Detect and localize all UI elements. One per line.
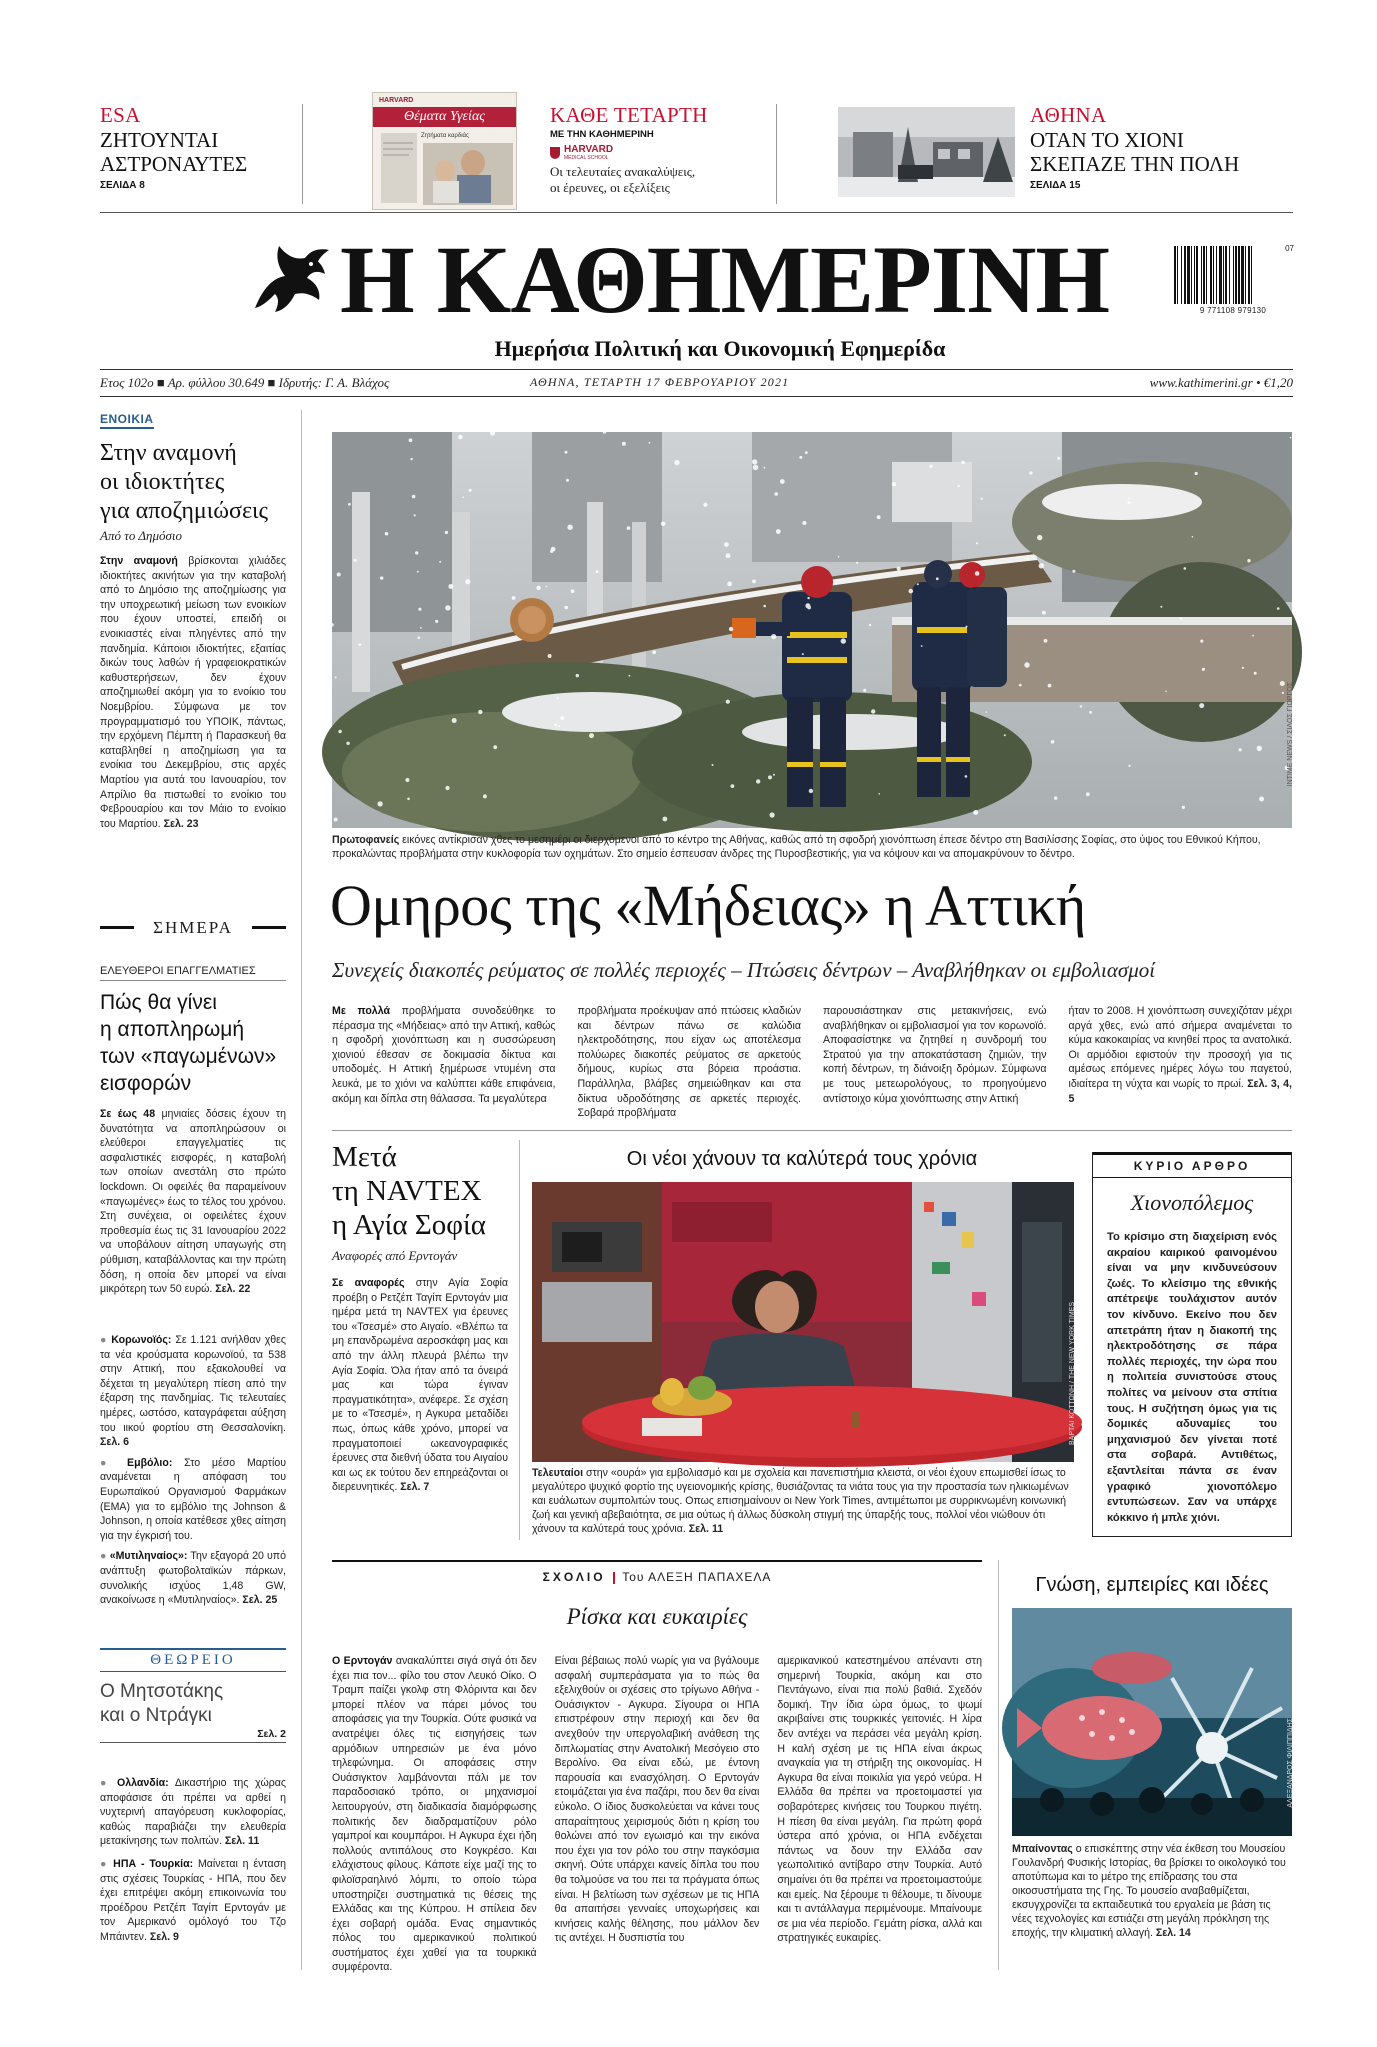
opinion-ref: Σελ. 2 xyxy=(100,1728,286,1743)
barcode-number: 9 771108 979130 xyxy=(1199,306,1267,315)
masthead-subtitle: Ημερήσια Πολιτική και Οικονομική Εφημερίδα xyxy=(494,336,946,361)
magazine-cover-illustration xyxy=(373,93,518,211)
shield-icon xyxy=(550,147,560,159)
opinion-box[interactable] xyxy=(100,1648,286,1743)
divider xyxy=(301,410,302,1970)
body-column: προβλήματα προέκυψαν από πτώσεις κλαδιών και δέντρων πάνω σε καλώδια ηλεκτροδότησης, που είχαν ως αποτέλεσμα πολύωρες διακοπές ρεύματος σε αρκετούς δήμους, κυρίως στα βόρεια προάστια. Παράλληλα, βλάβες σημειώθηκαν και στα δίκτυα υδροδότησης σε αρκετές περιοχές. Σοβαρά προβλήματα xyxy=(577,1005,801,1120)
body-column: ήταν το 2008. Η χιονόπτωση συνεχιζόταν μέχρι αργά χθες, ενώ από σήμερα αναμένεται το κύμα κακοκαιρίας να κινηθεί προς τα ανατολικά. Οι αρμόδιοι εφιστούν την προσοχή για τις αμέσως επόμενες ημέρες λόγω του παγετού, ιδιαίτερα τη νύχτα και νωρίς το πρωί. Σελ. 3, 4, 5 xyxy=(1068,1005,1292,1105)
section-tag: ΕΝΟΙΚΙΑ xyxy=(100,412,154,429)
body-column: παρουσιάστηκαν στις μετακινήσεις, ενώ αναβλήθηκαν οι εμβολιασμοί για τον κορωνοϊό. Αποφασίστηκε να ζητηθεί η συνδρομή του Στρατού για την αποκατάσταση ζημιών, την κοπή δέντρων, τη διάνοιξη δρόμων. Σύμφωνα με τους μετεωρολόγους, το προηγούμενο αντίστοιχο κύμα χιονόπτωσης στην Αττική xyxy=(823,1005,1047,1105)
comment-headline[interactable]: Ρίσκα και ευκαιρίες xyxy=(566,1604,748,1629)
teaser-title: ΖΗΤΟΥΝΤΑΙ ΑΣΤΡΟΝΑΥΤΕΣ xyxy=(100,128,248,176)
teaser-kicker: ΚΑΘΕ ΤΕΤΑΡΤΗ xyxy=(550,103,708,127)
barcode xyxy=(1172,244,1294,318)
barcode-issue: 07 xyxy=(1285,244,1294,253)
young-woman-in-kitchen-illustration xyxy=(532,1182,1074,1462)
dateline-left: Ετος 102ο ■ Αρ. φύλλου 30.649 ■ Ιδρυτής: Γ. Α. Βλάχος xyxy=(100,375,390,390)
teaser-kicker: ΑΘΗΝΑ xyxy=(1030,103,1107,127)
freelance-body: Σε έως 48 μηνιαίες δόσεις έχουν τη δυνατότητα να αποπληρώσουν οι ελεύθεροι επαγγελματίες τις ασφαλιστικές εισφορές, η καταβολή των οποίων ανεστάλη στο πρώτο lockdown. Οι οφειλές θα παραμείνουν «παγωμένες» έως το τέλος του χρόνου. Στη συνέχεια, οι οφειλέτες έχουν προθεσμία έως τις 31 Ιανουαρίου 2022 να υποβάλουν αίτηση υπαγωγής στη ρύθμιση, καταβάλλοντας και την πρώτη δόση, η οποία δεν μπορεί να είναι μικρότερη των 50 ευρώ. Σελ. 22 xyxy=(100,1108,287,1296)
body-column: Είναι βέβαιως πολύ νωρίς για να βγάλουμε ασφαλή συμπεράσματα για το πώς θα εξελιχθούν οι σχέσεις στο τρίγωνο Αθήνα - Ουάσιγκτον - Αγκυρα. Σίγουρα οι ΗΠΑ επιστρέφουν στην περιοχή και δεν θα ανεχθούν την υπεργολαβική ανάθεση της διπλωματίας στην Ανατολική Μεσόγειο στο Βερολίνο. Θα είναι εδώ, με έντονη παρουσία και ενασχόληση. Ο Ερντογάν ετοιμάζεται για ένα παζάρι, που δεν θα είναι εύκολο. Ο ίδιος δυσκολεύεται να κάνει τους απαραίτητους χειρισμούς διότι η κρίση του θολώνει από τον εγωισμό και την εικόνα που έχει για τον ρόλο του στην παγκόσμια σκηνή. Ούτε υπάρχει κανείς δίπλα του που θα τολμούσε να του πει τα πράγματα όπως είναι. Η βελτίωση των σχέσεων με τις ΗΠΑ θα απαιτήσει γενναίες υποχωρήσεις και κινήσεις καλής θέλησης, που μάλλον δεν τις αντέχει. Η δυσπιστία του xyxy=(554,1655,760,1945)
museum-photo[interactable] xyxy=(1012,1608,1292,1836)
section-tag: ΚΥΡΙΟ ΑΡΘΡΟ xyxy=(1093,1152,1291,1178)
top-teaser-athens[interactable] xyxy=(1030,103,1260,191)
teaser-text: Οι τελευταίες ανακαλύψεις, οι έρευνες, οι εξελίξεις xyxy=(550,164,696,195)
dateline-right[interactable]: www.kathimerini.gr • €1,20 xyxy=(1149,375,1293,390)
section-tag: ΘΕΩΡΕΙΟ xyxy=(100,1648,286,1672)
photo-credit: ΒΑΡΤΑΙ ΚΟΤΤΩΝΗ / THE NEW YORK TIMES xyxy=(1069,1302,1076,1445)
top-teaser-esa[interactable] xyxy=(100,103,290,191)
freelance-headline[interactable]: Πώς θα γίνει η αποπληρωμή των «παγωμένων» εισφορών xyxy=(100,991,277,1095)
editorial-headline: Χιονοπόλεμος xyxy=(1130,1190,1254,1215)
photo-credit: ΙΝΤΙΜΕ ΝΕWS / ΣΙΛΟΣ ΓΙΩΡΓΟΣ xyxy=(1287,682,1294,787)
youth-photo[interactable] xyxy=(532,1182,1074,1462)
brief-item[interactable]: ● ΗΠΑ - Τουρκία: Μαίνεται η ένταση στις σχέσεις Τουρκίας - ΗΠΑ, που δεν έχει επιτρέψει ακόμη επικοινωνία του προέδρου Ρετζέπ Ταγίπ Ερντογάν με τον Αμερικανό ομόλογό του Τζο Μπάιντεν. Σελ. 9 xyxy=(100,1857,287,1943)
magazine-cover-thumbnail[interactable] xyxy=(372,92,517,210)
youth-headline[interactable]: Οι νέοι χάνουν τα καλύτερά τους χρόνια xyxy=(626,1148,978,1170)
comment-body xyxy=(332,1654,982,1975)
divider xyxy=(519,1140,520,1540)
main-headline[interactable]: Ομηρος της «Μήδειας» η Αττική xyxy=(330,873,1086,938)
news-briefs xyxy=(100,1333,286,1608)
main-photo-caption: Πρωτοφανείς εικόνες αντίκρισαν χθες το μεσημέρι οι διερχόμενοι από το κέντρο της Αθήνας, καθώς από τη σφοδρή χιονόπτωση έπεσε δέντρο στη Βασιλίσσης Σοφίας, στο ύψος του Εθνικού Κήπου, προκαλώντας προβλήματα στην κυκλοφορία των οχημάτων. Στο σημείο έσπευσαν άνδρες της Πυροσβεστικής, για να κόψουν και να απομακρύνουν το δέντρο. xyxy=(332,834,1261,860)
body-column: Με πολλά προβλήματα συνοδεύθηκε το πέρασμα της «Μήδειας» από την Αττική, καθώς η σφοδρή χιονόπτωση και η συσσώρευση χιονιού έθεσαν σε δοκιμασία δίκτυα και υποδομές. Η Αττική ξημέρωσε ντυμένη στα λευκά, με το χιόνι να καλύπτει κάθε επιφάνεια, ακόμη και δίπλα στη θάλασσα. Τα μεγαλύτερα xyxy=(332,1005,556,1105)
body-column: αμερικανικού κατεστημένου απέναντι στη σημερινή Τουρκία, ακόμη και στο Πεντάγωνο, είναι πια πολύ βαθιά. Σχεδόν δομική. Την ίδια ώρα όμως, το ψωμί ακριβαίνει στις τουρκικές γειτονιές. Η λίρα δεν αντέχει να περάσει νέα μεγάλη κρίση. Η καλή σχέση με τις ΗΠΑ είναι άκρως αναγκαία για τη στήριξη της οικονομίας. Η Αγκυρα θα είναι ποικιλία για γερό νεύρα. Η Ελλάδα θα πρέπει να προετοιμαστεί για σοβαρότερες κινήσεις του Τουρκου πιγέτη. Η πίεση θα είναι μεγάλη. Για πρώτη φορά ύστερα από χρόνια, οι ΗΠΑ ενδέχεται πάντως να δουν την Ελλάδα σαν γεωπολιτικό αντίβαρο στην Τουρκία. Αυτό σημαίνει ότι θα πρέπει να προετοιμαστούμε και εμείς. Να ξέρουμε τι θέλουμε, τι δίνουμε και τι αντάλλαγμα περιμένουμε. Μπαίνουμε σε μια νέα περίοδο. Γεμάτη ρίσκα, αλλά και στρατηγικές ευκαιρίες. xyxy=(777,1655,983,1945)
magazine-title: Θέματα Υγείας xyxy=(373,107,516,127)
youth-caption: Τελευταίοι στην «ουρά» για εμβολιασμό και με σχολεία και πανεπιστήμια κλειστά, οι νέοι έχουν επωμισθεί ίσως το μεγαλύτερο ψυχικό φορτίο της υγειονομικής κρίσης, θυσιάζοντας τα νιάτα τους για την προστασία των ηλικιωμένων και ευάλωτων συμπολιτών τους. Οπως επισημαίνουν οι New York Times, αντιμέτωποι με συρρικνωμένη κοινωνική ζωή και γενική αβεβαιότητα, σε μια ούτως ή άλλως δύσκολη στιγμή της ύπαρξής τους, πολλοί νέοι νιώθουν ότι χάνουν τα καλύτερά τους χρόνια. Σελ. 11 xyxy=(532,1467,1069,1535)
teaser-title: ΟΤΑΝ ΤΟ ΧΙΟΝΙ ΣΚΕΠΑΖΕ ΤΗΝ ΠΟΛΗ xyxy=(1030,128,1240,176)
section-tag: ΕΛΕΥΘΕΡΟΙ ΕΠΑΓΓΕΛΜΑΤΙΕΣ xyxy=(100,965,286,981)
divider xyxy=(100,369,1293,370)
teaser-page-ref: ΣΕΛΙΔΑ 15 xyxy=(1030,180,1081,191)
snow-city-thumbnail[interactable] xyxy=(838,107,1015,197)
rent-body: Στην αναμονή βρίσκονται χιλιάδες ιδιοκτήτες ακινήτων για την καταβολή από το Δημόσιο της αποζημίωσης για την υποχρεωτική μείωση των ενοικίων που έχουν υποστεί, επειδή οι ενοικιαστές είναι πληγέντες από την πανδημία. Κάποιοι ιδιοκτήτες, εξαιτίας δικών τους λαθών ή γραφειοκρατικών καθυστερήσεων, δεν έχουν αποζημιωθεί ακόμη για το ενοίκιο του Νοεμβρίου. Σύμφωνα με τον προγραμματισμό του ΥΠΟΙΚ, πάντως, την ερχόμενη Πέμπτη ή Παρασκευή θα καταβληθεί η αποζημίωση για τα ενοίκια του Δεκεμβρίου, στις αρχές Μαρτίου για αυτά του Ιανουαρίου, τον Απρίλιο θα πιστωθεί το ενοίκιο του Φεβρουαρίου και τον Μάιο το ενοίκιο του Μαρτίου. Σελ. 23 xyxy=(100,555,286,830)
navtex-story[interactable] xyxy=(332,1140,508,1495)
knowledge-caption: Μπαίνοντας ο επισκέπτης στην νέα έκθεση του Μουσείου Γουλανδρή Φυσικής Ιστορίας, θα βρίσκει το οικολογικό του αποτύπωμα και το μέτρο της επίδρασης του στα οικοσυστήματα της Γης. Το μουσείο αναβαθμίζεται, εκσυγχρονίζει τα εκπαιδευτικά του εργαλεία με βάση τις νέες τεχνολογίες και εστιάζει στη μεγάλη πρόκληση της εποχής, την κλιματική αλλαγή. Σελ. 14 xyxy=(1012,1843,1286,1939)
comment-header: ΣΧΟΛΙΟ Του ΑΛΕΞΗ ΠΑΠΑΧΕΛΑ xyxy=(542,1570,772,1584)
editorial-body: Το κρίσιμο στη διαχείριση ενός ακραίου καιρικού φαινομένου είναι να μην κινδυνεύσουν ζωές. Το κλείσιμο της εθνικής απέτρεψε τουλάχιστον αυτόν τον κίνδυνο. Εκείνο που δεν απετράπη ήταν η διακοπή της ηλεκτροδότησης σε πάρα πολλές περιοχές, την ώρα που η πολιτεία συνιστούσε στους πολίτες να μείνουν στα σπίτια τους. Η συζήτηση όμως για τις δομικές αδυναμίες του μηχανισμού δεν γίνεται ποτέ στα σοβαρά. Αντιθέτως, εξαντλείται πάντα σε έναν γραφικό χιονοπόλεμο εντυπώσεων. Σαν να υπάρχε κόκκινο ή μπλε χιόνι. xyxy=(1107,1231,1277,1524)
griffin-logo-icon xyxy=(245,238,333,318)
brief-item[interactable]: ● Ολλανδία: Δικαστήριο της χώρας αποφάσισε ότι πρέπει να αρθεί η νυχτερινή απαγόρευση κυκλοφορίας, καθώς παραβιάζει την ελευθερία μετακίνησης των πολιτών. Σελ. 11 xyxy=(100,1777,286,1848)
news-briefs-2 xyxy=(100,1776,286,1945)
barcode-bars xyxy=(1172,246,1294,306)
main-deck: Συνεχείς διακοπές ρεύματος σε πολλές περιοχές – Πτώσεις δέντρων – Αναβλήθηκαν οι εμβολιασμοί xyxy=(332,958,1156,982)
divider xyxy=(332,1130,1292,1131)
opinion-headline: Ο Μητσοτάκης και ο Ντράγκι xyxy=(100,1681,224,1726)
main-snow-photo[interactable] xyxy=(332,432,1292,828)
main-story-body xyxy=(332,1004,1292,1121)
navtex-headline: Μετά τη NAVTEX η Αγία Σοφία xyxy=(332,1141,486,1241)
today-section-header: ΣΗΜΕΡΑ xyxy=(100,918,286,936)
rent-headline[interactable]: Στην αναμονή οι ιδιοκτήτες για αποζημιώσεις xyxy=(100,440,268,524)
left-column xyxy=(100,410,286,831)
knowledge-headline[interactable]: Γνώση, εμπειρίες και ιδέες xyxy=(1035,1574,1269,1596)
editorial-box[interactable] xyxy=(1092,1152,1292,1537)
body-column: Ο Ερντογάν ανακαλύπτει σιγά σιγά ότι δεν έχει πια τον... φίλο του στον Λευκό Οίκο. Ο Τραμπ παίζει γκολφ στη Φλόριντα και δεν μπορεί πλέον να πάρει μόνος του αποφάσεις για την Τουρκία. Ούτε φυσικά να ανατρέψει όλες τις εισηγήσεις των αρμόδιων υπηρεσιών με ένα μόνο τηλεφώνημα. Οι αποφάσεις στην Ουάσιγκτον λαμβάνονται πάλι με τον παραδοσιακό τρόπο, οι μηχανισμοί λειτουργούν, στη διαδικασία διαμόρφωσης πολιτικής δεν διαδραματίζουν ρόλο γαμπροί και κουμπάροι. Η Αγκυρα έχει ήδη πολλούς αντιπάλους στο Κογκρέσο. Και ελάχιστους φίλους. Κάποτε είχε μαζί της το φιλοϊσραηλινό λόμπι, το οποίο τώρα υποστηρίζει συστηματικά τις θέσεις της Ελλάδας και της Κύπρου. Η σπίλεια δεν έχει σοβαρή ομάδα. Ενας σημαντικός πόλος του αμερικανικού πολιτικού συστήματος έχει χαθεί για τα τουρκικά συμφέροντα. xyxy=(332,1655,537,1974)
dateline-date: ΑΘΗΝΑ, ΤΕΤΑΡΤΗ 17 ΦΕΒΡΟΥΑΡΙΟΥ 2021 xyxy=(530,375,790,389)
navtex-body: Σε αναφορές στην Αγία Σοφία προέβη ο Ρετζέπ Ταγίπ Ερντογάν μια ημέρα μετά τη NAVTEX για έρευνες του «Τσεσμέ» στο Αιγαίο. «Βλέπω τα μη επανδρωμένα αεροσκάφη μας και από την άλλη πλευρά βλέπω την Αγία Σοφία. Όλα ήταν από τα όνειρά μας και τώρα έγιναν πραγματικότητα», ανέφερε. Σε σχέση με το «Τσεσμέ», η Αγκυρα μεταδίδει πως, όπως κάθε χρόνο, μπορεί να πραγματοποιεί ωκεανογραφικές έρευνες στα διεθνή ύδατα του Αιγαίου και ως εκ τούτου δεν επηρεάζονται οι διερευνητικές. Σελ. 7 xyxy=(332,1277,508,1494)
top-teaser-harvard[interactable] xyxy=(550,103,740,196)
snow-city-illustration xyxy=(838,107,1015,197)
photo-credit: ΑΛΕΞΑΝΔΡΟΣ ΦΙΛΙΠΠΙΔΗΣ xyxy=(1287,1718,1294,1808)
firefighters-cutting-tree-illustration xyxy=(332,432,1292,828)
teaser-kicker-sub: ΜΕ ΤΗΝ ΚΑΘΗΜΕΡΙΝΗ xyxy=(550,129,654,140)
brief-item[interactable]: ● Εμβόλιο: Στο μέσο Μαρτίου αναμένεται η απόφαση του Ευρωπαϊκού Οργανισμού Φαρμάκων (ΕΜΑ) για το εμβόλιο της Johnson & Johnson, η οποία κατέθεσε χθες αίτηση για την έγκρισή του. xyxy=(100,1456,286,1542)
museum-fish-exhibit-illustration xyxy=(1012,1608,1292,1836)
brief-item[interactable]: ● «Μυτιληναίος»: Την εξαγορά 20 υπό ανάπτυξη φωτοβολταϊκών πάρκων, συνολικής ισχύος 1,48 GW, ανακοίνωσε η «Μυτιληναίος». Σελ. 25 xyxy=(100,1550,286,1607)
magazine-subtitle: Ζητήματα καρδιάς xyxy=(421,133,469,139)
divider xyxy=(100,212,1293,213)
teaser-page-ref: ΣΕΛΙΔΑ 8 xyxy=(100,180,145,191)
divider xyxy=(998,1560,999,1970)
divider xyxy=(100,396,1293,397)
divider xyxy=(302,104,303,204)
magazine-brand: HARVARD xyxy=(379,97,414,104)
divider xyxy=(776,104,777,204)
harvard-logo: HARVARD MEDICAL SCHOOL xyxy=(550,144,740,161)
brief-item[interactable]: ● Κορωνοϊός: Σε 1.121 ανήλθαν χθες τα νέα κρούσματα κορωνοϊού, τα 538 στην Αττική, που εξακολουθεί να δέχεται τη μεγαλύτερη πίεση από την έξαρση της πανδημίας. Τις τελευταίες ημέρες, ωστόσο, καταγράφεται αύξηση του ιικού φορτίου στη Θεσσαλονίκη. Σελ. 6 xyxy=(100,1334,286,1449)
freelance-brief xyxy=(100,965,286,1297)
teaser-kicker: ESA xyxy=(100,103,141,127)
divider xyxy=(332,1560,982,1562)
newspaper-masthead[interactable]: Η ΚΑΘΗΜΕΡΙΝΗ xyxy=(340,226,1110,333)
navtex-sub: Αναφορές από Ερντογάν xyxy=(332,1248,458,1263)
rent-subheadline: Από το Δημόσιο xyxy=(100,528,182,543)
